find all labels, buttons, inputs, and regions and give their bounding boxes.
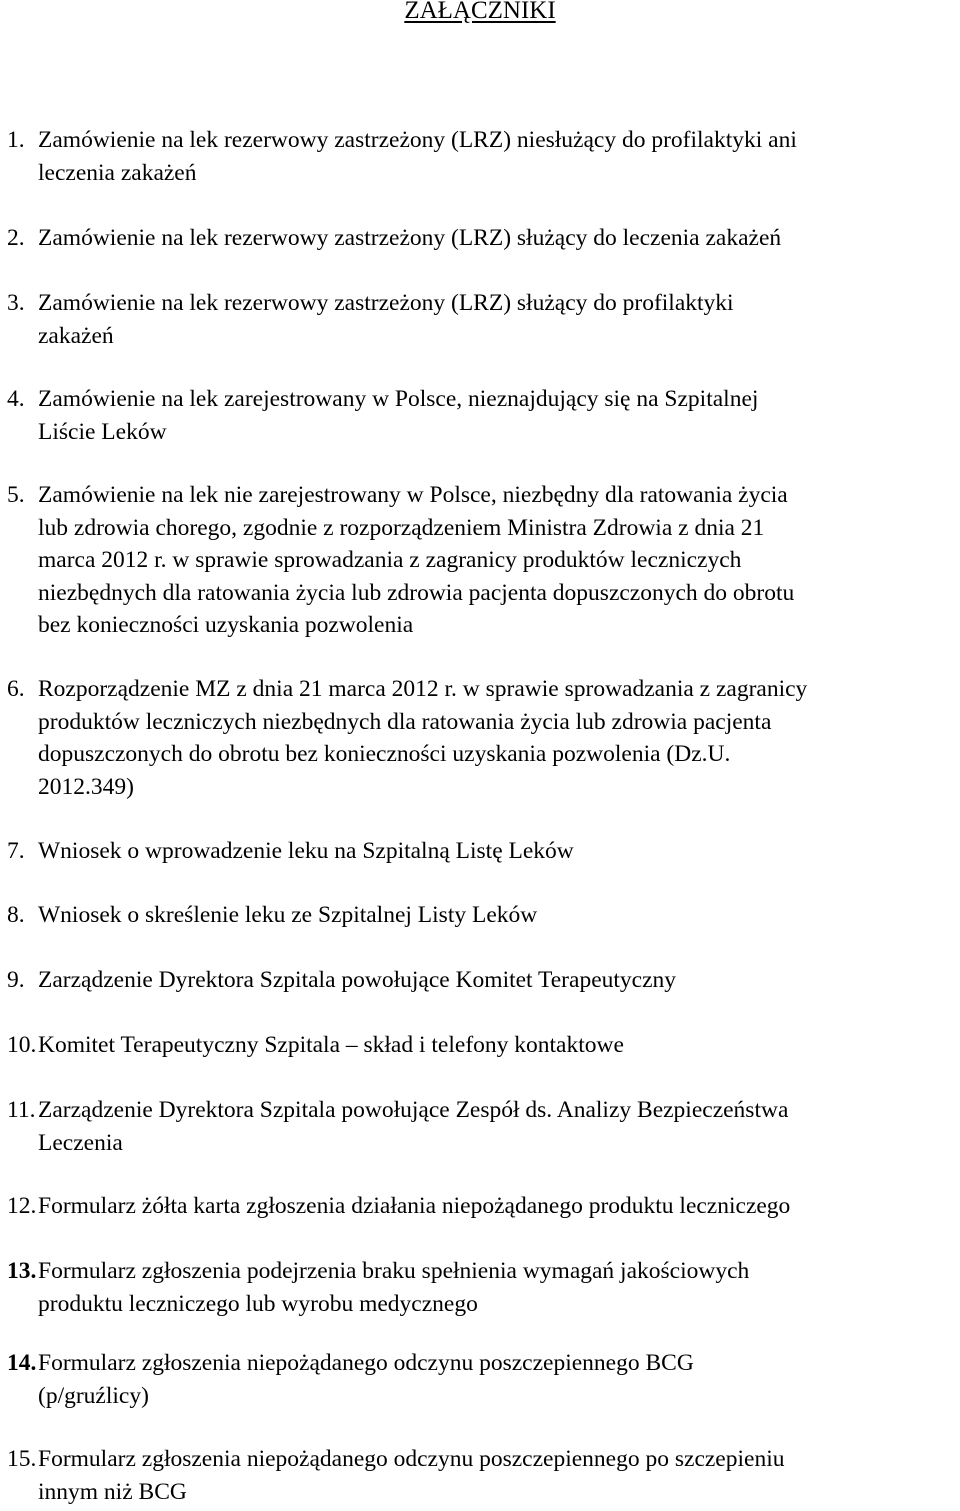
item-text <box>38 964 676 997</box>
item-text <box>38 899 537 932</box>
item-line: Formularz zgłoszenia niepożądanego odczynu poszczepiennego po szczepieniu <box>38 1446 785 1472</box>
item-line: Komitet Terapeutyczny Szpitala – skład i telefony kontaktowe <box>38 1032 624 1058</box>
item-text <box>38 287 734 352</box>
item-line: Formularz zgłoszenia podejrzenia braku spełnienia wymagań jakościowych <box>38 1258 750 1284</box>
item-line: Leczenia <box>38 1129 123 1156</box>
item-line: leczenia zakażeń <box>38 159 197 186</box>
item-text <box>38 1190 790 1223</box>
item-line: bez konieczności uzyskania pozwolenia <box>38 612 414 638</box>
item-line: Zamówienie na lek zarejestrowany w Polsce, nieznajdujący się na Szpitalnej <box>38 386 759 412</box>
item-line: Zamówienie na lek rezerwowy zastrzeżony (LRZ) służący do leczenia zakażeń <box>38 225 782 251</box>
item-line: dopuszczonych do obrotu bez konieczności uzyskania pozwolenia (Dz.U. <box>38 741 731 767</box>
item-number: 13. <box>7 1258 37 1284</box>
item-text <box>38 1029 624 1062</box>
item-number: 15. <box>7 1446 37 1472</box>
item-number: 10. <box>7 1032 37 1058</box>
item-line: Rozporządzenie MZ z dnia 21 marca 2012 r. w sprawie sprowadzania z zagranicy <box>38 676 808 702</box>
item-number: 6. <box>7 676 25 702</box>
item-line: Wniosek o skreślenie leku ze Szpitalnej Listy Leków <box>38 902 538 928</box>
item-line: Zamówienie na lek nie zarejestrowany w Polsce, niezbędny dla ratowania życia <box>38 482 788 508</box>
item-line: Zamówienie na lek rezerwowy zastrzeżony (LRZ) niesłużący do profilaktyki ani <box>38 127 797 153</box>
item-line: Zarządzenie Dyrektora Szpitala powołujące Zespół ds. Analizy Bezpieczeństwa <box>38 1097 789 1123</box>
item-line: Formularz żółta karta zgłoszenia działania niepożądanego produktu leczniczego <box>38 1193 791 1219</box>
item-line: produktów leczniczych niezbędnych dla ratowania życia lub zdrowia pacjenta <box>38 708 772 735</box>
item-text <box>38 383 758 448</box>
item-line: marca 2012 r. w sprawie sprowadzania z zagranicy produktów leczniczych <box>38 547 742 573</box>
item-text <box>38 1443 784 1508</box>
item-line: zakażeń <box>38 322 114 349</box>
item-line: produktu leczniczego lub wyrobu medycznego <box>38 1290 478 1317</box>
item-line: Formularz zgłoszenia niepożądanego odczynu poszczepiennego BCG <box>38 1350 694 1376</box>
item-line: (p/gruźlicy) <box>38 1382 149 1409</box>
item-text <box>38 222 781 255</box>
item-line: Zarządzenie Dyrektora Szpitala powołujące Komitet Terapeutyczny <box>38 967 677 993</box>
document-title: ZAŁĄCZNIKI <box>404 0 556 24</box>
item-text <box>38 1094 788 1159</box>
item-text <box>38 673 807 803</box>
item-number: 8. <box>7 902 25 928</box>
item-line: innym niż BCG <box>38 1478 187 1505</box>
item-text <box>38 1347 694 1412</box>
item-number: 3. <box>7 290 25 316</box>
item-text <box>38 479 794 642</box>
item-number: 2. <box>7 225 25 251</box>
item-number: 7. <box>7 838 25 864</box>
item-text <box>38 124 797 189</box>
item-number: 4. <box>7 386 25 412</box>
item-line: Liście Leków <box>38 418 167 445</box>
item-number: 11. <box>7 1097 36 1123</box>
item-text <box>38 1255 749 1320</box>
item-number: 14. <box>7 1350 37 1376</box>
item-line: lub zdrowia chorego, zgodnie z rozporządzeniem Ministra Zdrowia z dnia 21 <box>38 514 765 541</box>
item-number: 9. <box>7 967 25 993</box>
item-number: 12. <box>7 1193 37 1219</box>
item-number: 5. <box>7 482 25 508</box>
item-number: 1. <box>7 127 25 153</box>
item-line: Zamówienie na lek rezerwowy zastrzeżony (LRZ) służący do profilaktyki <box>38 290 734 316</box>
item-line: Wniosek o wprowadzenie leku na Szpitalną Listę Leków <box>38 838 574 864</box>
item-text <box>38 835 574 868</box>
item-line: niezbędnych dla ratowania życia lub zdrowia pacjenta dopuszczonych do obrotu <box>38 579 795 606</box>
item-line: 2012.349) <box>38 773 134 800</box>
